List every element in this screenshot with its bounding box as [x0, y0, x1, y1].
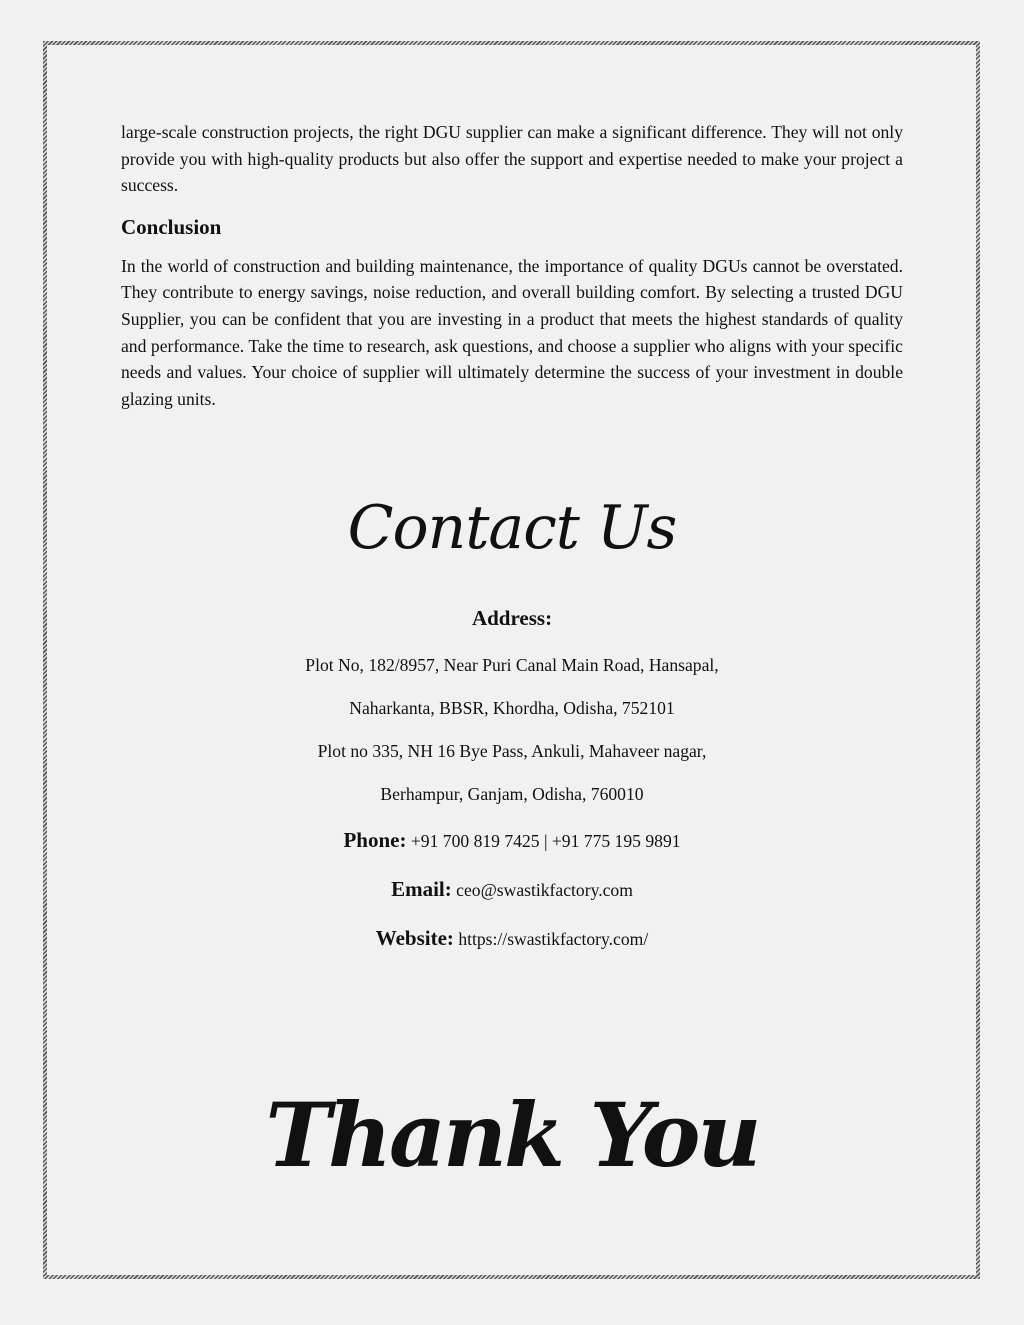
body-text: [121, 119, 903, 412]
address-line: Berhampur, Ganjam, Odisha, 760010: [380, 784, 644, 804]
website-label: Website:: [375, 926, 454, 950]
phone-value: +91 700 819 7425 | +91 775 195 9891: [410, 831, 681, 851]
phone-row: [0, 816, 1024, 865]
website-row: [0, 914, 1024, 963]
conclusion-paragraph: In the world of construction and building maintenance, the importance of quality DGUs cannot be overstated. They contribute to energy savings, noise reduction, and overall building comfort. By selecting a trusted DGU Supplier, you can be confident that you are investing in a product that meets the highest standards of quality and performance. Take the time to research, ask questions, and choose a supplier who aligns with your specific needs and values. Your choice of supplier will ultimately determine the success of your investment in double glazing units.: [121, 255, 903, 409]
phone-label: Phone:: [343, 828, 407, 852]
intro-paragraph: large-scale construction projects, the right DGU supplier can make a significant difference. They will not only provide you with high-quality products but also offer the support and expertise needed to make your project a success.: [121, 122, 903, 196]
thank-you-title: Thank You: [265, 1083, 759, 1187]
contact-title: Contact Us: [347, 493, 677, 563]
address-line: Plot no 335, NH 16 Bye Pass, Ankuli, Mahaveer nagar,: [317, 741, 707, 761]
address-line: Naharkanta, BBSR, Khordha, Odisha, 752101: [349, 698, 675, 718]
email-row: [0, 865, 1024, 914]
address-label: Address:: [471, 606, 553, 630]
address-line: Plot No, 182/8957, Near Puri Canal Main Road, Hansapal,: [305, 655, 719, 675]
contact-details: [0, 600, 1024, 963]
website-link[interactable]: https://swastikfactory.com/: [458, 929, 649, 949]
conclusion-heading: Conclusion: [121, 214, 222, 239]
email-label: Email:: [391, 877, 452, 901]
email-value[interactable]: ceo@swastikfactory.com: [456, 880, 633, 900]
